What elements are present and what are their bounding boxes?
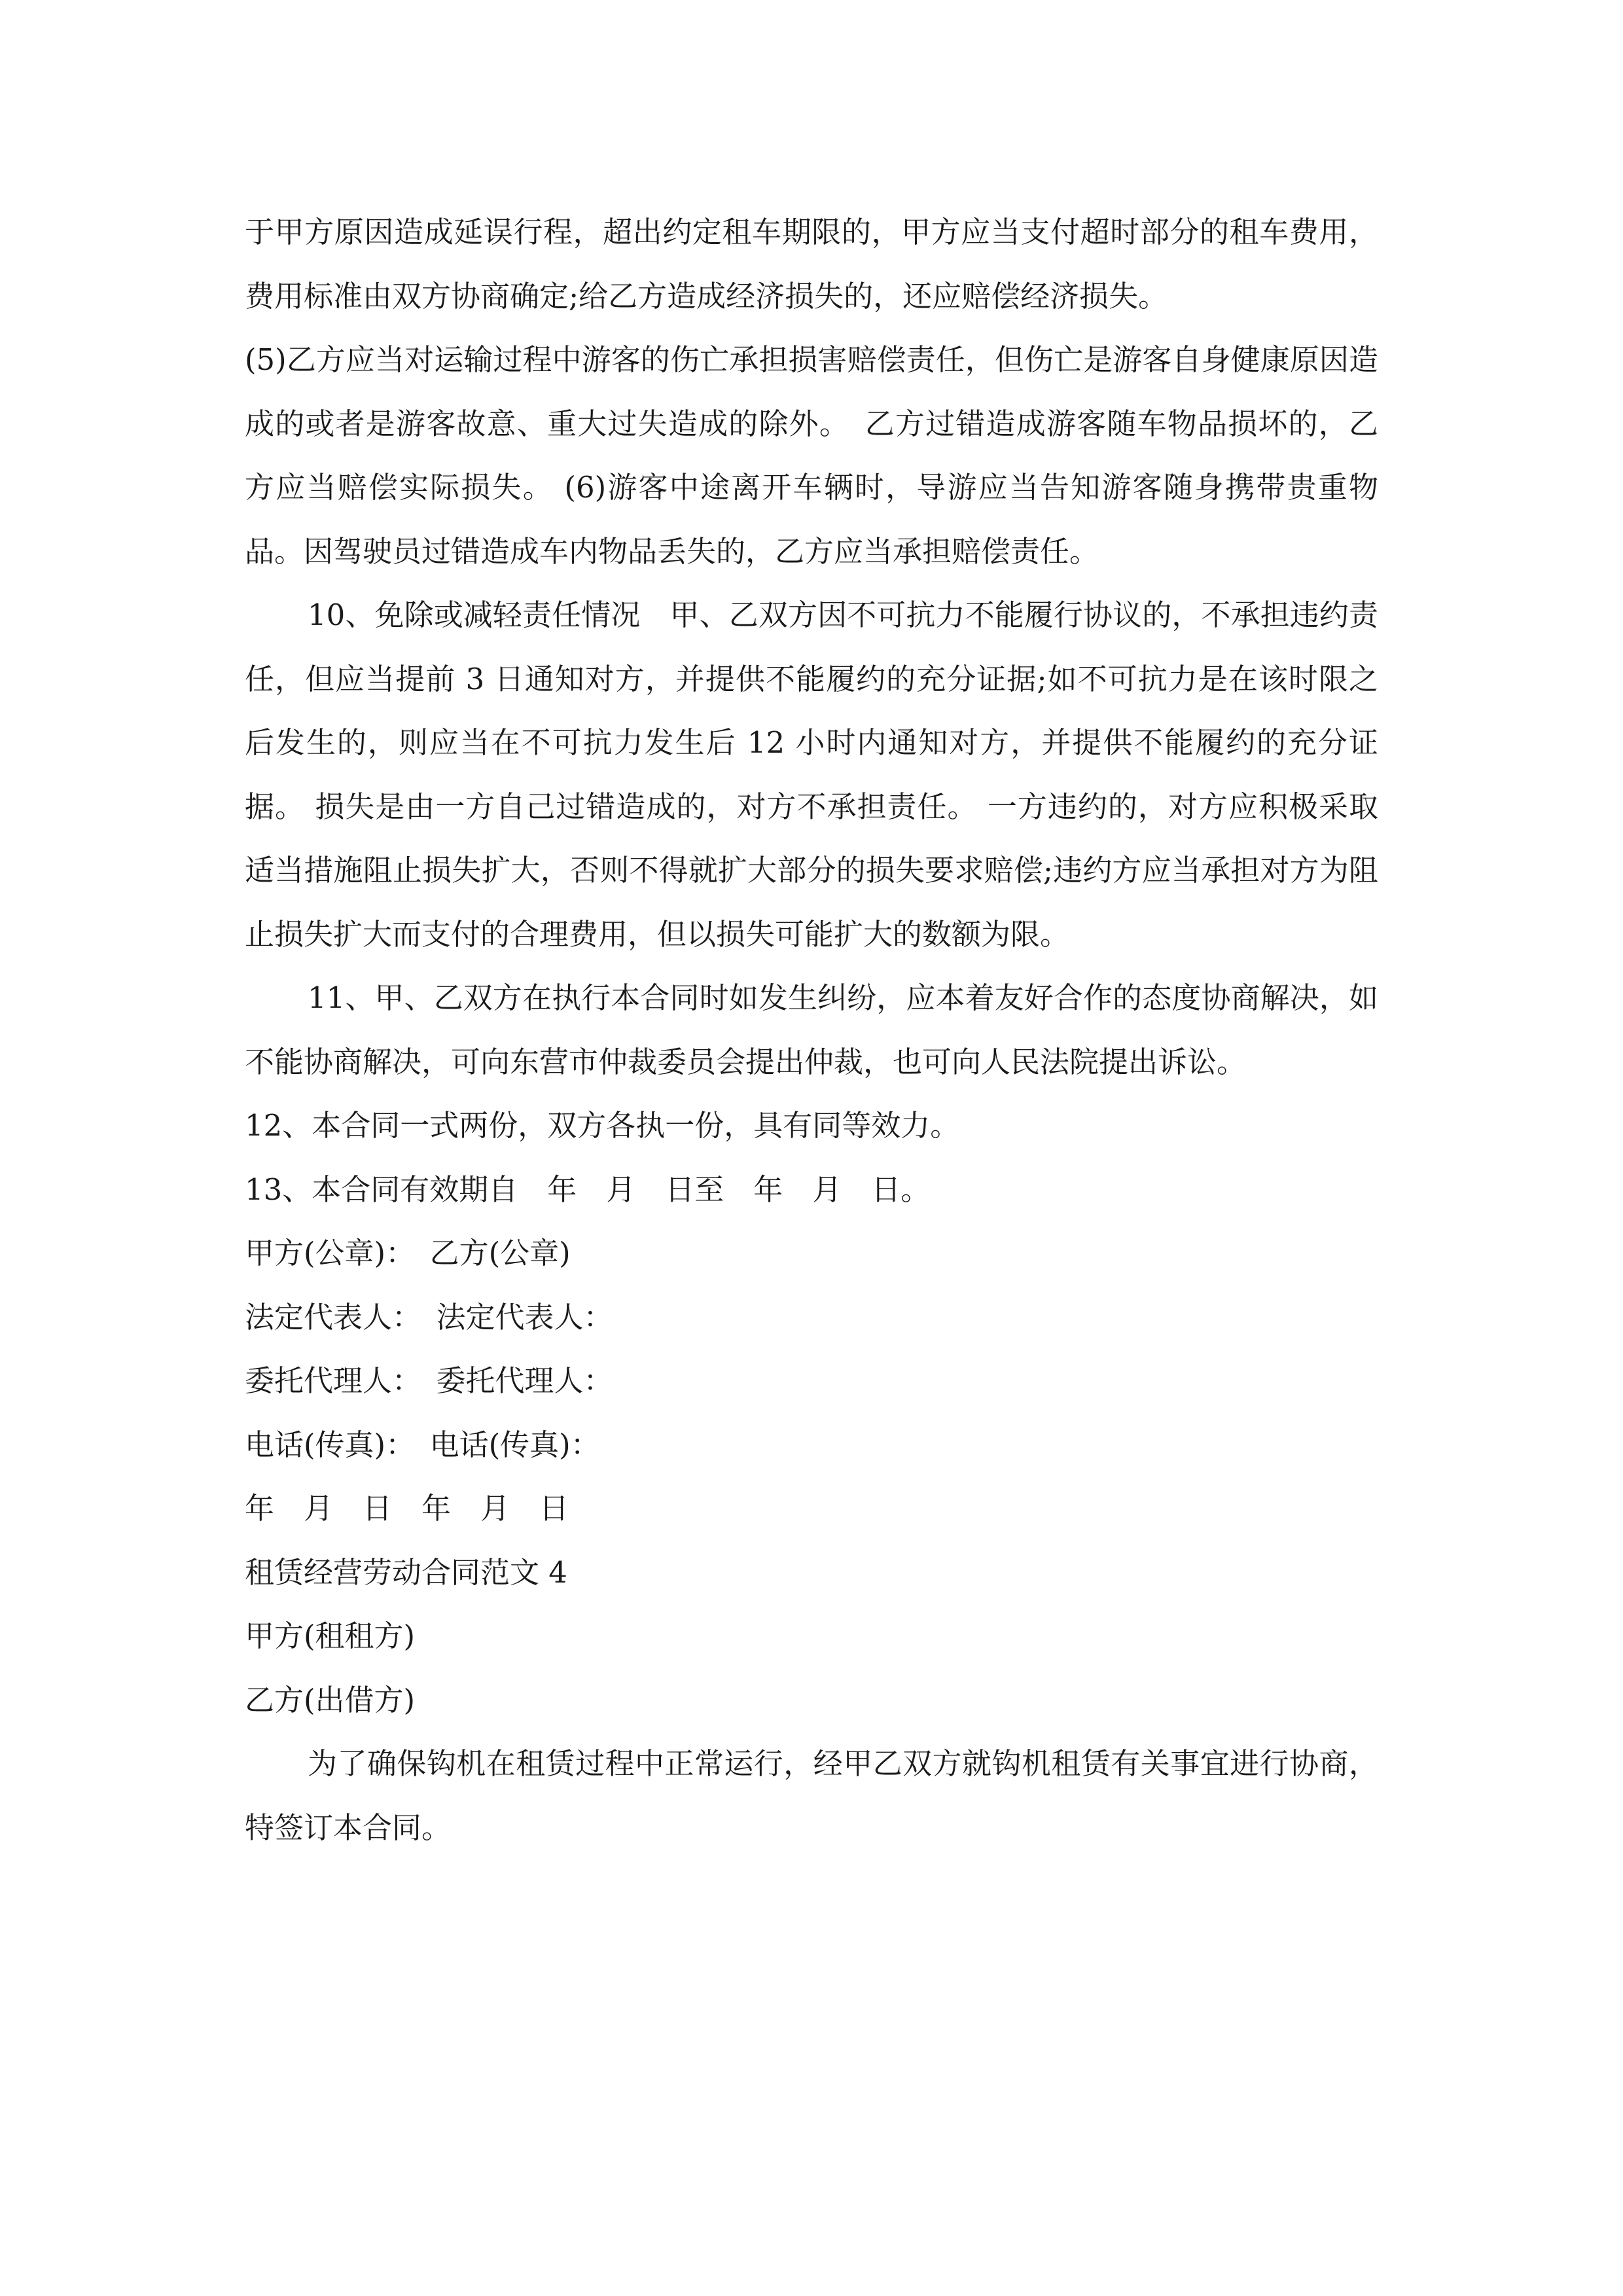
line-clause-13: 13、本合同有效期自 年 月 日至 年 月 日。 — [245, 1172, 931, 1207]
line-clause-12: 12、本合同一式两份，双方各执一份，具有同等效力。 — [245, 1108, 960, 1143]
signature-legal-rep-line: 法定代表人： 法定代表人： — [245, 1299, 613, 1335]
paragraph-closing: 为了确保钩机在租赁过程中正常运行，经甲乙双方就钩机租赁有关事宜进行协商，特签订本合同。 — [245, 1746, 1378, 1845]
paragraph-clause-10: 10、免除或减轻责任情况 甲、乙双方因不可抗力不能履行协议的，不承担违约责任，但应当提前 3 日通知对方，并提供不能履约的充分证据;如不可抗力是在该时限之后发生的，则应当在不可抗力发生后 12 小时内通知对方，并提供不能履约的充分证据。 损失是由一方自己过错造成的，对方不承担责任。 一方违约的，对方应积极采取适当措施阻止损失扩大，否则不得就扩大部分的损失要求赔偿;违约方应当承担对方为阻止损失扩大而支付的合理费用，但以损失可能扩大的数额为限。 — [245, 598, 1378, 952]
paragraph-clause-5-6: (5)乙方应当对运输过程中游客的伤亡承担损害赔偿责任，但伤亡是游客自身健康原因造成的或者是游客故意、重大过失造成的除外。 乙方过错造成游客随车物品损坏的，乙方应当赔偿实际损失。 (6)游客中途离开车辆时，导游应当告知游客随身携带贵重物品。因驾驶员过错造成车内物品丢失的，乙方应当承担赔偿责任。 — [245, 342, 1378, 569]
signature-date-line: 年 月 日 年 月 日 — [245, 1491, 569, 1526]
document-page — [245, 200, 1378, 1859]
paragraph-clause-11: 11、甲、乙双方在执行本合同时如发生纠纷，应本着友好合作的态度协商解决，如不能协商解决，可向东营市仲裁委员会提出仲裁，也可向人民法院提出诉讼。 — [245, 980, 1378, 1079]
party-b-line: 乙方(出借方) — [245, 1682, 416, 1717]
signature-seal-line: 甲方(公章)： 乙方(公章) — [245, 1236, 571, 1270]
section-title: 租赁经营劳动合同范文 4 — [245, 1554, 567, 1590]
signature-agent-line: 委托代理人： 委托代理人： — [245, 1363, 613, 1398]
paragraph-delay-compensation: 于甲方原因造成延误行程，超出约定租车期限的，甲方应当支付超时部分的租车费用，费用标准由双方协商确定;给乙方造成经济损失的，还应赔偿经济损失。 — [245, 215, 1378, 314]
signature-phone-line: 电话(传真)： 电话(传真)： — [245, 1427, 600, 1462]
party-a-line: 甲方(租租方) — [245, 1619, 416, 1653]
